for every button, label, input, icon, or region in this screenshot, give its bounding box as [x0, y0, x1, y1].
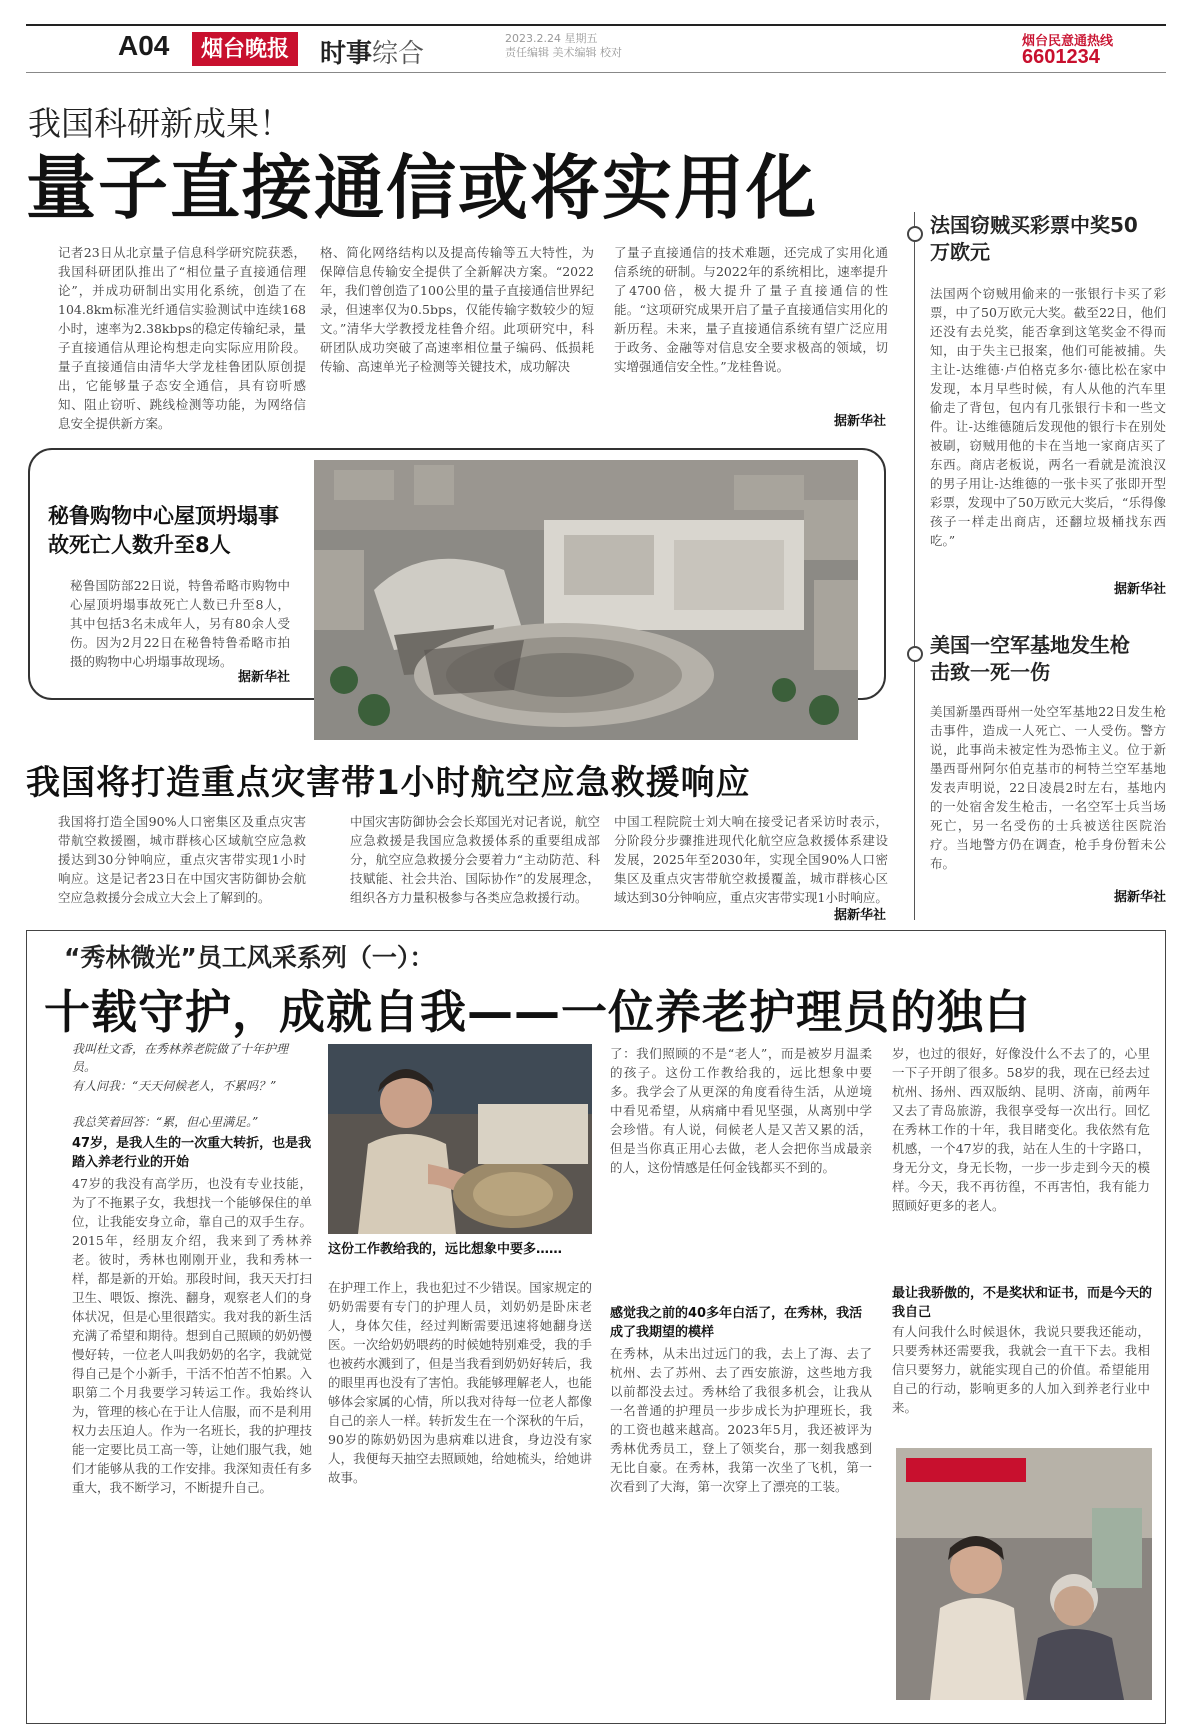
issue-meta	[505, 32, 765, 60]
feature-quote-3: 我总笑着回答：“累，但心里满足。”	[72, 1115, 259, 1129]
feature-subhead-1: 47岁，是我人生的一次重大转折，也是我踏入养老行业的开始	[72, 1136, 312, 1170]
issue-editors: 责任编辑 美术编辑 校对	[505, 46, 622, 59]
right1-headline: 法国窃贼买彩票中奖50万欧元	[930, 213, 1138, 264]
hotline-number: 6601234	[1022, 46, 1100, 68]
header-bottom-rule	[26, 72, 1166, 73]
feature-subhead-3: 最让我骄傲的，不是奖状和证书，而是今天的我自己	[892, 1286, 1153, 1320]
page-number: A04	[118, 30, 170, 61]
story1-kicker: 我国科研新成果！	[28, 104, 292, 143]
header-top-rule	[26, 24, 1166, 26]
caregiver-illustration	[328, 1044, 592, 1234]
right1-bullet-icon	[907, 226, 923, 242]
right2-body: 美国新墨西哥州一处空军基地22日发生枪击事件，造成一人死亡、一人受伤。警方说，此事尚未被定性为恐怖主义。位于新墨西哥州阿尔伯克基市的柯特兰空军基地发表声明说，22日凌晨2时左右，基地内的一处宿舍发生枪击，一名空军士兵当场死亡，另一名受伤的士兵被送往医院治疗。当地警方仍在调查，枪手身份暂未公布。	[930, 704, 1166, 871]
story1-source: 据新华社	[833, 413, 886, 428]
story3-headline: 我国将打造重点灾害带1小时航空应急救援响应	[26, 763, 751, 803]
right2-headline: 美国一空军基地发生枪击致一死一伤	[930, 633, 1130, 684]
story3-source: 据新华社	[833, 907, 886, 922]
story1-column-2: 格、简化网络结构以及提高传输等五大特性，为保障信息传输安全提供了全新解决方案。“2022年，我们曾创造了100公里的量子直接通信世界纪录，但速率仅为0.5bps，仅能传输字数较少的短文。”清华大学教授龙桂鲁介绍。此项研究中，科研团队成功突破了高速率相位量子编码、低损耗传输、高速单光子检测等关键技术，成功解决	[320, 245, 594, 374]
feature-column-4b: 有人问我什么时候退休，我说只要我还能动，只要秀林还需要我，我就会一直干下去。我相信只要努力，就能实现自己的价值。希望能用自己的行动，影响更多的人加入到养老行业中来。	[892, 1324, 1150, 1415]
issue-date: 2023.2.24 星期五	[505, 32, 598, 45]
peru-source: 据新华社	[237, 669, 290, 684]
story1-column-1: 记者23日从北京量子信息科学研究院获悉，我国科研团队推出了“相位量子直接通信理论”，并成功研制出实用化系统，创造了在104.8km标准光纤通信实验测试中连续168小时，速率为2.38kbps的稳定传输纪录，量子直接通信从理论构想走向实际应用阶段。量子直接通信由清华大学龙桂鲁团队原创提出，它能够量子态安全通信，具有窃听感知、阻止窃听、跳线检测等功能，为网络信息安全提供新方案。	[58, 245, 306, 431]
story3-column-2: 中国灾害防御协会会长郑国光对记者说，航空应急救援是我国应急救援体系的重要组成部分，航空应急救援分会要着力“主动防范、科技赋能、社会共治、国际协作”的发展理念，组织各方力量积极参与各类应急救援行动。	[350, 814, 601, 905]
story3-column-3: 中国工程院院士刘大响在接受记者采访时表示，分阶段分步骤推进现代化航空应急救援体系建设发展，2025年至2030年，实现全国90%人口密集区及重点灾害带航空救援覆盖，城市群核心区域达到30分钟响应，重点灾害带实现1小时响应。	[614, 814, 888, 905]
story1-column-3: 了量子直接通信的技术难题，还完成了实用化通信系统的研制。与2022年的系统相比，速率提升了4700倍，极大提升了量子直接通信的性能。“这项研究成果开启了量子直接通信实用化的新历程。未来，量子直接通信系统有望广泛应用于政务、金融等对信息安全要求极高的领域，切实增强通信安全性。”龙桂鲁说。	[614, 245, 888, 374]
feature-quote-2: 有人问我：“天天伺候老人，不累吗？”	[72, 1079, 277, 1093]
feature-column-4: 岁，也过的很好，好像没什么不去了的，心里一下子开朗了很多。58岁的我，现在已经去过杭州、扬州、西双版纳、昆明、济南，前两年又去了青岛旅游，我很享受每一次出行。回忆在秀林工作的十年，我目睹变化。我依然有危机感，一个47岁的我，站在人生的十字路口，身无分文，身无长物，一步一步走到今天的模样。今天，我不再彷徨，不再害怕，我有能力照顾好更多的老人。	[892, 1046, 1150, 1213]
elderly-care-photo	[896, 1448, 1152, 1700]
section-title-light: 综合	[372, 39, 425, 69]
newspaper-logo: 烟台晚报	[192, 32, 298, 66]
feature-column-2: 在护理工作上，我也犯过不少错误。国家规定的奶奶需要有专门的护理人员，刘奶奶是卧床老人，身体欠佳，经过判断需要迅速将她翻身送医。一次给奶奶喂药的时候她特别难受，我的手也被药水溅到了，但是当我看到奶奶好转后，我的眼里再也没有了害怕。我能够理解老人，也能够体会家属的心情，所以我对待每一位老人都像自己的亲人一样。转折发生在一个深秋的午后，90岁的陈奶奶因为患病难以进食，身边没有家人，我便每天抽空去照顾她，给她梳头，给她讲故事。	[328, 1280, 592, 1485]
feature-kicker: “秀林微光”员工风采系列（一）：	[64, 943, 435, 972]
peru-body: 秘鲁国防部22日说，特鲁希略市购物中心屋顶坍塌事故死亡人数已升至8人，其中包括3名未成年人，另有80余人受伤。因为2月22日在秘鲁特鲁希略市拍摄的购物中心坍塌事故现场。	[70, 578, 290, 669]
feature-headline: 十载守护，成就自我——一位养老护理员的独白	[44, 985, 1031, 1039]
peru-headline: 秘鲁购物中心屋顶坍塌事故死亡人数升至8人	[48, 504, 279, 557]
elderly-care-illustration	[896, 1448, 1152, 1700]
feature-column-3b: 在秀林，从未出过远门的我，去上了海、去了杭州、去了苏州、去了西安旅游，这些地方我以前都没去过。秀林给了我很多机会，让我从一名普通的护理员一步步成长为护理班长，我的工资也越来越高。2023年5月，我还被评为秀林优秀员工，登上了领奖台，那一刻我感到无比自豪。在秀林，我第一次坐了飞机，第一次看到了大海，第一次穿上了漂亮的工装。	[610, 1346, 872, 1494]
mall-collapse-aerial-illustration	[314, 460, 858, 740]
feature-quote-1: 我叫杜文香，在秀林养老院做了十年护理员。	[72, 1042, 289, 1074]
caregiver-photo-caption: 这份工作教给我的，远比想象中要多……	[328, 1242, 563, 1257]
right1-body: 法国两个窃贼用偷来的一张银行卡买了彩票，中了50万欧元大奖。截至22日，他们还没有去兑奖，能否拿到这笔奖金不得而知，由于失主已报案，他们可能被捕。失主让-达维德·卢伯格克多尔·德比松在家中发现，本月早些时候，有人从他的汽车里偷走了背包，包内有几张银行卡和一些文件。让-达维德随后发现他的银行卡在别处被刷，窃贼用他的卡在当地一家商店买了东西。商店老板说，两名一看就是流浪汉的男子用让-达维德的一张卡买了张即开型彩票，发现中了50万欧元大奖后，“乐得像孩子一样走出商店，还翻垃圾桶找东西吃。”	[930, 286, 1166, 548]
section-title	[320, 33, 424, 70]
right2-source: 据新华社	[1113, 889, 1166, 904]
story1-headline: 量子直接通信或将实用化	[26, 147, 818, 229]
feature-column-3a: 了：我们照顾的不是“老人”，而是被岁月温柔的孩子。这份工作教给我的，远比想象中要多。我学会了从更深的角度看待生活，从逆境中看见希望，从病痛中看见坚强，从离别中学会珍惜。有人说，伺候老人是又苦又累的活，但是当你真正用心去做，老人会把你当成最亲的人，这份情感是任何金钱都买不到的。	[610, 1046, 872, 1175]
section-title-bold: 时事	[320, 39, 373, 69]
mall-collapse-aerial-photo	[314, 460, 858, 740]
right-column-divider	[914, 212, 915, 920]
right1-source: 据新华社	[1113, 581, 1166, 596]
feature-column-1: 47岁的我没有高学历，也没有专业技能，为了不拖累子女，我想找一个能够保住的单位，让我能安身立命，靠自己的双手生存。2015年，经朋友介绍，我来到了秀林养老。彼时，秀林也刚刚开业，我和秀林一样，都是新的开始。那段时间，我天天打扫卫生、喂饭、擦洗、翻身，观察老人们的身体状况，但是心里很踏实。我对我的新生活充满了希望和期待。想到自己照顾的奶奶慢慢好转，一位老人叫我奶奶的名字，我就觉得自己是个小新手，干活不怕苦不怕累。入职第二个月我要学习转运工作。我始终认为，管理的核心在于让人信服，而不是利用权力去压迫人。作为一名班长，我的护理技能一定要比员工高一等，让她们服气我，她们才能够从我的工作安排。我深知责任有多重大，我不断学习，不断提升自己。	[72, 1176, 312, 1495]
right2-bullet-icon	[907, 646, 923, 662]
hotline-label: 烟台民意通热线	[1022, 34, 1114, 49]
story3-column-1: 我国将打造全国90%人口密集区及重点灾害带航空救援圈，城市群核心区域航空应急救援达到30分钟响应，重点灾害带实现1小时响应。这是记者23日在中国灾害防御协会航空应急救援分会成立大会上了解到的。	[58, 814, 306, 905]
caregiver-photo	[328, 1044, 592, 1234]
feature-subhead-2: 感觉我之前的40多年白活了，在秀林，我活成了我期望的模样	[610, 1306, 863, 1340]
